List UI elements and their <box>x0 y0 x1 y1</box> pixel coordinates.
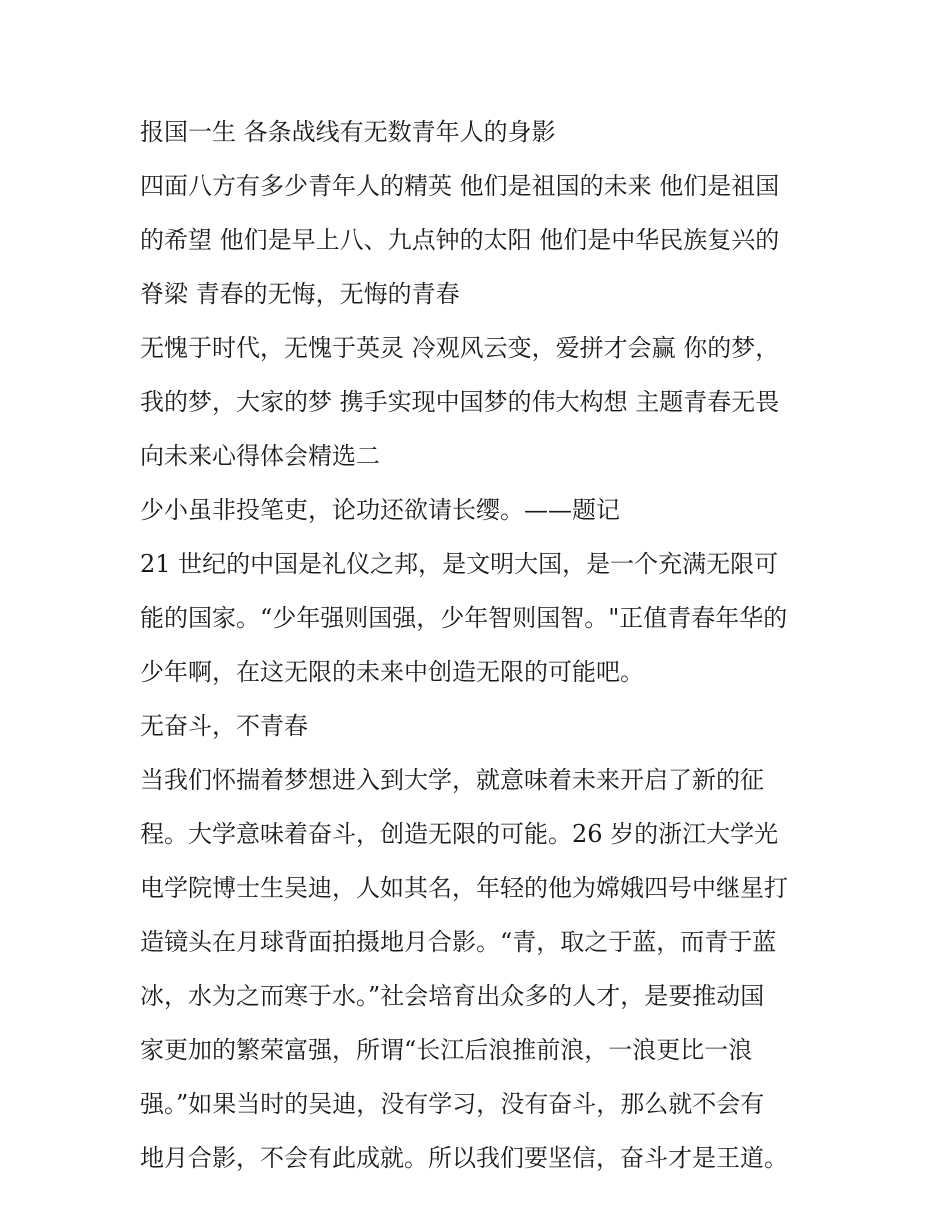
text-line: 四面八方有多少青年人的精英 他们是祖国的未来 他们是祖国 <box>140 172 780 200</box>
text-line: 报国一生 各条战线有无数青年人的身影 <box>140 118 556 146</box>
text-line: 21 世纪的中国是礼仪之邦，是文明大国，是一个充满无限可 <box>140 550 779 578</box>
text-line: 电学院博士生吴迪，人如其名，年轻的他为嫦娥四号中继星打 <box>140 874 788 902</box>
text-line: 少小虽非投笔吏，论功还欲请长缨。——题记 <box>140 496 620 524</box>
text-line: 程。大学意味着奋斗，创造无限的可能。26 岁的浙江大学光 <box>140 820 779 848</box>
text-line: 我的梦，大家的梦 携手实现中国梦的伟大构想 主题青春无畏 <box>140 388 780 416</box>
text-line: 能的国家。“少年强则国强，少年智则国智。"正值青春年华的 <box>140 604 788 632</box>
text-line: 当我们怀揣着梦想进入到大学，就意味着未来开启了新的征 <box>140 766 764 794</box>
text-line: 家更加的繁荣富强，所谓“长江后浪推前浪，一浪更比一浪 <box>140 1036 753 1064</box>
document-body <box>140 110 820 1190</box>
text-line: 向未来心得体会精选二 <box>140 442 380 470</box>
text-line: 强。”如果当时的吴迪，没有学习，没有奋斗，那么就不会有 <box>140 1090 765 1118</box>
text-line: 无愧于时代，无愧于英灵 冷观风云变，爱拼才会赢 你的梦， <box>140 334 780 362</box>
text-line: 造镜头在月球背面拍摄地月合影。“青，取之于蓝，而青于蓝 <box>140 928 777 956</box>
text-line: 的希望 他们是早上八、九点钟的太阳 他们是中华民族复兴的 <box>140 226 780 254</box>
text-line: 地月合影，不会有此成就。所以我们要坚信，奋斗才是王道。 <box>140 1144 788 1172</box>
text-line: 脊梁 青春的无悔，无悔的青春 <box>140 280 460 308</box>
text-line: 无奋斗，不青春 <box>140 712 308 740</box>
text-line: 冰，水为之而寒于水。”社会培育出众多的人才，是要推动国 <box>140 982 765 1010</box>
text-line: 少年啊，在这无限的未来中创造无限的可能吧。 <box>140 658 644 686</box>
